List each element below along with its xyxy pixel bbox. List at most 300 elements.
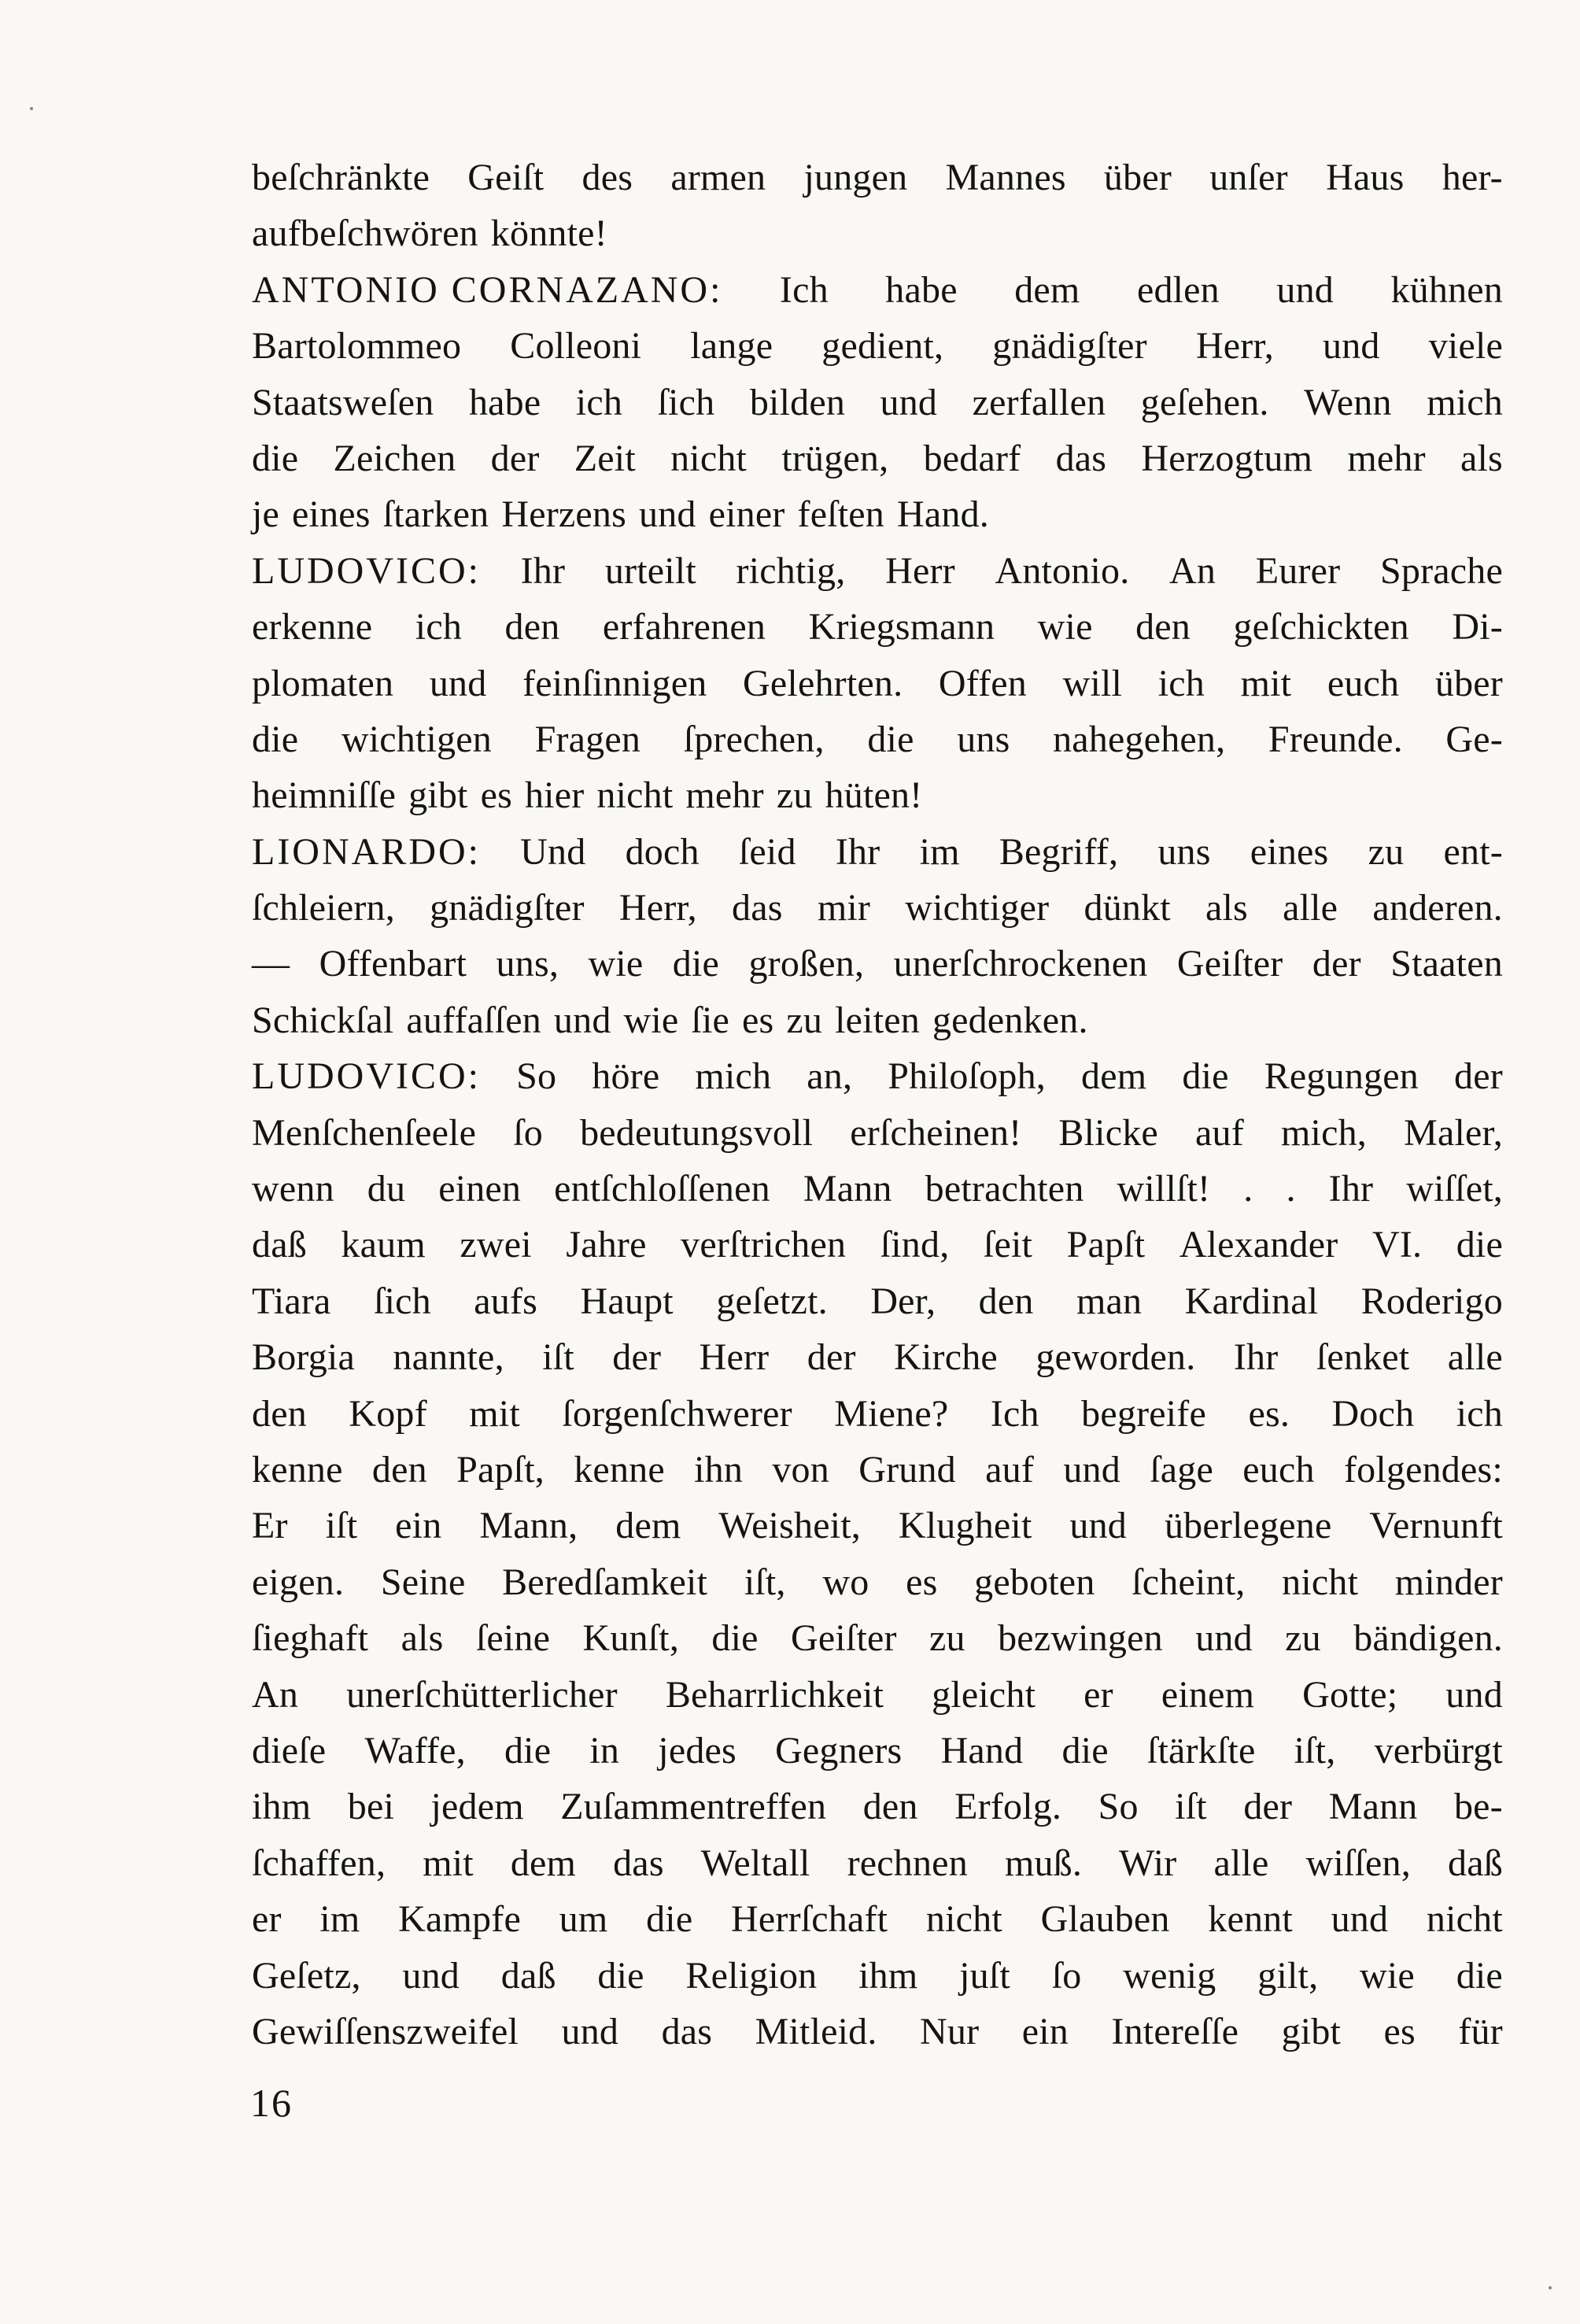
word: Roderigo [1360,1280,1503,1322]
word: hüten! [825,774,923,817]
text-line [252,1891,1503,1947]
word: ſchleiern, [252,887,395,929]
text-line [252,1554,1503,1610]
word: euch [1242,1448,1315,1491]
word: Ich [990,1392,1039,1435]
word: Weltall [700,1842,810,1884]
word: begreife [1081,1392,1206,1435]
word: ſeit [983,1224,1033,1266]
word: ſorgenſchwerer [562,1392,792,1435]
word: könnte! [490,212,607,255]
word: habe [468,381,541,423]
word: den [371,1448,427,1491]
word: ſcheint, [1131,1561,1246,1603]
word: Kunſt, [582,1617,680,1660]
word: Papſt [1066,1224,1146,1266]
word: Antonio. [995,549,1130,592]
word: auffaſſen [406,999,541,1041]
word: Tiara [252,1280,331,1322]
word: betrachten [925,1168,1084,1210]
word: Jahre [566,1224,647,1266]
text-line [252,1498,1503,1554]
text-line [252,880,1503,936]
word: der [1312,943,1361,985]
word: Vernunft [1369,1505,1503,1547]
word: nicht [1282,1561,1359,1603]
word: Freunde. [1268,718,1403,760]
word: Ich [779,268,829,311]
word: Beredſamkeit [502,1561,708,1603]
word: für [1458,2010,1503,2052]
word: verbürgt [1374,1729,1503,1772]
word: nannte, [393,1336,504,1379]
word: als [401,1617,444,1660]
word: daß [252,1224,307,1266]
word: gnädigſter [992,325,1147,368]
word: plomaten [252,662,394,704]
text-line [252,656,1503,711]
word: ich [575,381,623,423]
word: Papſt, [456,1448,545,1491]
word: eigen. [252,1561,345,1603]
word: anderen. [1372,887,1503,929]
word: ich [1456,1392,1503,1435]
word: auf [1195,1111,1244,1154]
word: wiſſet, [1406,1168,1503,1210]
word: gedient, [821,325,944,368]
word: einer [708,493,785,536]
word: bei [347,1786,395,1828]
text-line [252,1667,1503,1723]
word: iſt, [744,1561,786,1603]
word: dieſe [252,1729,327,1772]
word: ein [1021,2010,1069,2052]
word: zu [1285,1617,1321,1660]
word: feſten [797,493,885,536]
text-line [252,2004,1503,2060]
word: Kirche [894,1336,998,1379]
text-line [252,1048,1503,1104]
word: alle [1213,1842,1269,1884]
word: bändigen. [1353,1617,1503,1660]
word: das [1055,437,1107,479]
word: will [1062,662,1123,704]
word: geworden. [1035,1336,1196,1379]
speaker-name: LUDOVICO: [252,1055,481,1098]
word: Regungen [1264,1055,1419,1098]
word: zu [1368,830,1405,873]
word: höre [592,1055,660,1098]
word: Schickſal [252,999,394,1041]
text-line [252,1723,1503,1779]
word: einen [438,1168,522,1210]
word: er [1083,1673,1113,1716]
word: Ihr [835,830,880,873]
word: Gewiſſenszweifel [252,2010,519,2052]
word: minder [1394,1561,1503,1603]
word: wenn [252,1168,334,1210]
word: die [504,1729,552,1772]
word: die [252,437,299,479]
word: urteilt [604,549,696,592]
word: doch [625,830,700,873]
word: um [559,1898,608,1941]
word: Klugheit [898,1505,1032,1547]
word: richtig, [736,549,846,592]
word: uns, [496,943,559,985]
word: iſt, [1294,1729,1336,1772]
word: Eurer [1255,549,1341,592]
word: es [480,774,512,817]
word: jedes [658,1729,736,1772]
word: Bartolommeo [252,325,462,368]
word: beſchränkte [252,157,430,198]
word: iſt [542,1336,574,1379]
word: Staaten [1390,943,1503,985]
text-line [252,318,1503,374]
word: Herr, [618,887,697,929]
word: gedenken. [932,999,1088,1041]
word: wenig [1123,1954,1216,1997]
word: Der, [870,1280,936,1322]
word: und [429,662,487,704]
word: Begriff, [999,830,1119,873]
word: trügen, [781,437,889,479]
word: der [807,1336,856,1379]
word: es [906,1561,938,1603]
word: Mannes [945,157,1066,198]
word: . [1286,1168,1296,1210]
word: es. [1248,1392,1290,1435]
word: ſchaffen, [252,1842,386,1884]
word: Mann, [479,1505,578,1547]
word: Herr [699,1336,770,1379]
word: Philoſoph, [888,1055,1046,1098]
word: folgendes: [1343,1448,1503,1491]
word: Geiſter [791,1617,897,1660]
text-line [252,430,1503,486]
word: Herr [885,549,955,592]
word: je [252,493,280,536]
word: her- [1442,157,1503,198]
word: und [1331,1898,1389,1941]
word: Wir [1119,1842,1177,1884]
word: aufbeſchwören [252,212,478,255]
word: den [862,1786,918,1828]
text-line [252,711,1503,767]
word: die [1061,1729,1109,1772]
word: Nur [920,2010,980,2052]
speaker-name: ANTONIO CORNAZANO: [252,268,723,311]
word: Maler, [1404,1111,1503,1154]
word: Zeit [574,437,636,479]
word: den [252,1392,307,1435]
word: Fragen [534,718,641,760]
word: Kampfe [398,1898,521,1941]
word: er [252,1898,282,1941]
word: du [367,1168,406,1210]
word: gibt [1281,2010,1342,2052]
word: Blicke [1058,1111,1158,1154]
word: iſt [1175,1786,1207,1828]
word: Menſchenſeele [252,1111,477,1154]
speaker-name: LUDOVICO: [252,549,481,592]
word: kenne [252,1448,343,1491]
word: es [742,999,774,1041]
word: Zuſammentreffen [560,1786,827,1828]
text-line [252,936,1503,992]
word: leiten [835,999,920,1041]
word: iſt [325,1505,358,1547]
word: es [1383,2010,1416,2052]
word: dünkt [1083,887,1171,929]
word: zu [929,1617,965,1660]
word: ſtärkſte [1146,1729,1256,1772]
word: kühnen [1390,268,1503,311]
word: mehr [1347,437,1426,479]
word: wichtiger [905,887,1050,929]
word: von [772,1448,829,1491]
word: mit [469,1392,520,1435]
word: im [319,1898,360,1941]
word: kenne [574,1448,665,1491]
word: aufs [474,1280,538,1322]
word: ſeid [738,830,796,873]
text-line [252,1610,1503,1666]
word: ihm [858,1954,918,1997]
word: der [1243,1786,1293,1828]
word: und [639,493,696,536]
word: gleicht [932,1673,1036,1716]
body-text [252,150,1503,2060]
word: dem [615,1505,681,1547]
paper-speck [30,107,33,110]
speaker-name: LIONARDO: [252,830,481,873]
word: den [978,1280,1034,1322]
word: Haus [1326,157,1405,198]
word: bilden [749,381,846,423]
word: die [646,1898,693,1941]
text-line [252,1442,1503,1498]
word: der [1454,1055,1503,1098]
word: und [1445,1673,1503,1716]
word: mich, [1281,1111,1367,1154]
word: alle [1447,1336,1503,1379]
word: nicht [670,437,748,479]
word: mit [1240,662,1292,704]
word: Offenbart [319,943,467,985]
word: unerſchrockenen [893,943,1148,985]
word: die [1456,1224,1503,1266]
word: ihn [694,1448,744,1491]
word: Ihr [1233,1336,1279,1379]
word: die [597,1954,644,1997]
word: Herzens [501,493,626,536]
word: Erfolg. [954,1786,1062,1828]
word: nicht [596,774,674,817]
word: Doch [1331,1392,1415,1435]
word: mit [423,1842,474,1884]
text-line [252,1217,1503,1273]
word: An [252,1673,299,1716]
word: großen, [748,943,865,985]
word: Waffe, [364,1729,466,1772]
text-line [252,486,1503,542]
word: das [613,1842,664,1884]
word: erfahrenen [602,606,766,648]
word: daß [1448,1842,1503,1884]
word: dem [510,1842,577,1884]
word: lange [690,325,773,368]
word: des [581,157,633,198]
word: eines [292,493,371,536]
word: Alexander [1179,1224,1338,1266]
word: ein [395,1505,442,1547]
word: Er [252,1505,288,1547]
text-line [252,824,1503,880]
word: nicht [1426,1898,1503,1941]
word: geſchickten [1233,606,1409,648]
text-line [252,205,1503,261]
word: ſenket [1316,1336,1410,1379]
word: geboten [974,1561,1095,1603]
word: kaum [341,1224,426,1266]
word: zwei [460,1224,532,1266]
word: und [561,2010,619,2052]
word: der [612,1336,662,1379]
word: die [867,718,914,760]
word: wie [1360,1954,1415,1997]
word: und [553,999,611,1041]
word: und [1323,325,1380,368]
word: ſich [657,381,715,423]
text-line [252,1948,1503,2004]
text-line [252,1835,1503,1891]
word: eines [1250,830,1329,873]
word: im [919,830,960,873]
word: Gotte; [1302,1673,1398,1716]
word: unerſchütterlicher [346,1673,618,1716]
word: uns [957,718,1010,760]
word: hier [524,774,585,817]
word: willſt! [1117,1168,1211,1210]
word: Sprache [1380,549,1503,592]
text-line [252,1779,1503,1834]
word: wie [623,999,679,1041]
word: Herzogtum [1141,437,1313,479]
word: edlen [1136,268,1220,311]
word: Wenn [1304,381,1392,423]
word: nahegehen, [1053,718,1226,760]
word: gilt, [1257,1954,1319,1997]
word: an, [807,1055,853,1098]
word: Borgia [252,1336,355,1379]
word: Haupt [580,1280,674,1322]
word: Kopf [349,1392,427,1435]
word: Ge- [1445,718,1503,760]
word: Staatsweſen [252,381,434,423]
word: mir [817,887,871,929]
word: mich [1427,381,1503,423]
word: Weisheit, [718,1505,861,1547]
word: viele [1428,325,1503,368]
word: — [252,943,290,985]
word: überlegene [1164,1505,1332,1547]
word: zu [776,774,813,817]
word: als [1460,437,1503,479]
word: Kardinal [1184,1280,1319,1322]
word: mehr [685,774,764,817]
word: Und [520,830,586,873]
word: habe [885,268,958,311]
text-line [252,1161,1503,1217]
word: Mitleid. [755,2010,877,2052]
word: Glauben [1040,1898,1170,1941]
word: und [1069,1505,1128,1547]
word: Herr, [1195,325,1274,368]
word: mich [695,1055,772,1098]
word: kennt [1208,1898,1293,1941]
word: erſcheinen! [850,1111,1022,1154]
word: juſt [959,1954,1010,1997]
word: alle [1283,887,1338,929]
word: wie [1037,606,1093,648]
text-line [252,543,1503,599]
text-line [252,1329,1503,1385]
word: Mann [803,1168,892,1210]
word: die [672,943,720,985]
word: ent- [1443,830,1503,873]
word: Hand. [897,493,989,536]
word: armen [670,157,766,198]
word: und [1195,1617,1253,1660]
word: den [1135,606,1191,648]
word: Kriegsmann [808,606,995,648]
word: der [490,437,540,479]
word: ſieghaft [252,1617,369,1660]
text-line [252,1386,1503,1442]
word: Geſetz, [252,1954,361,1997]
word: bezwingen [998,1617,1163,1660]
text-line [252,262,1503,318]
word: . [1243,1168,1253,1210]
word: Grund [858,1448,956,1491]
word: und [1063,1448,1120,1491]
word: Herrſchaft [731,1898,888,1941]
word: erkenne [252,606,373,648]
word: uns [1157,830,1211,873]
word: Colleoni [510,325,642,368]
word: dem [1081,1055,1147,1098]
word: muß. [1004,1842,1083,1884]
text-line [252,375,1503,430]
word: das [732,887,783,929]
word: gibt [408,774,468,817]
word: den [504,606,560,648]
word: Religion [685,1954,818,1997]
word: man [1076,1280,1143,1322]
word: geſetzt. [716,1280,828,1322]
word: Ihr [520,549,566,592]
word: bedarf [923,437,1021,479]
word: ich [415,606,463,648]
text-line [252,1273,1503,1329]
paper-speck [1549,2286,1552,2289]
word: be- [1453,1786,1503,1828]
word: dem [1014,268,1080,311]
word: ihm [252,1786,312,1828]
word: Seine [380,1561,466,1603]
